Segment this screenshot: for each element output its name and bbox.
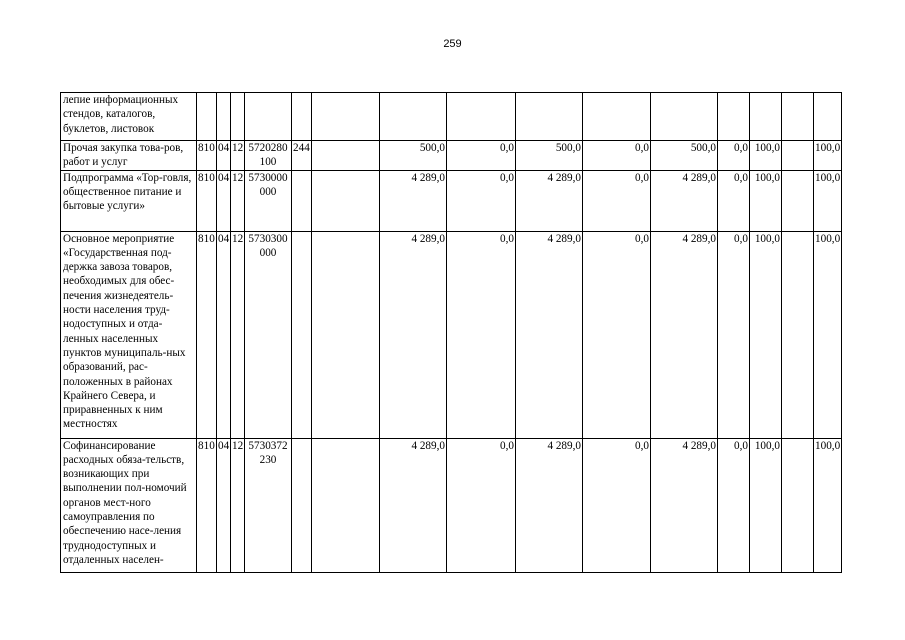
name-cell: Подпрограмма «Тор-говля, общественное питание и бытовые услуги» [61,170,197,231]
target-article-cell: 5730300 000 [245,231,292,438]
approved-value-cell: 4 289,0 [516,231,583,438]
spacer-cell [782,141,814,171]
executed-value-cell: 500,0 [651,141,718,171]
budget-table [60,92,842,573]
ministry-code-cell: 810 [197,141,217,171]
subsection-code-cell: 12 [231,170,245,231]
plan-value-cell: 4 289,0 [380,438,447,572]
executed-federal-cell: 0,0 [718,141,750,171]
table-row [61,93,842,141]
executed-federal-cell: 0,0 [718,231,750,438]
spacer-cell [312,438,380,572]
expense-type-cell: 244 [292,141,312,171]
target-article-cell: 5730000 000 [245,170,292,231]
name-cell: лепие информационных стендов, каталогов, буклетов, листовок [61,93,197,141]
ministry-code-cell: 810 [197,438,217,572]
plan-federal-cell: 0,0 [447,170,516,231]
expense-type-cell [292,438,312,572]
name-cell: Прочая закупка това-ров, работ и услуг [61,141,197,171]
page-number: 259 [443,38,462,50]
percent-plan-cell: 100,0 [750,231,782,438]
plan-federal-cell: 0,0 [447,231,516,438]
table-row [61,438,842,572]
percent-approved-cell: 100,0 [814,438,842,572]
ministry-code-cell [197,93,217,141]
spacer-cell [782,93,814,141]
subsection-code-cell [231,93,245,141]
percent-plan-cell: 100,0 [750,438,782,572]
approved-federal-cell [583,93,651,141]
section-code-cell: 04 [217,170,231,231]
section-code-cell [217,93,231,141]
approved-value-cell: 4 289,0 [516,438,583,572]
table-row [61,170,842,231]
section-code-cell: 04 [217,141,231,171]
expense-type-cell [292,93,312,141]
approved-value-cell: 4 289,0 [516,170,583,231]
target-article-cell: 5720280 100 [245,141,292,171]
spacer-cell [782,438,814,572]
spacer-cell [312,141,380,171]
executed-value-cell: 4 289,0 [651,170,718,231]
percent-approved-cell: 100,0 [814,141,842,171]
expense-type-cell [292,231,312,438]
section-code-cell: 04 [217,231,231,438]
executed-value-cell: 4 289,0 [651,231,718,438]
plan-value-cell: 4 289,0 [380,170,447,231]
subsection-code-cell: 12 [231,231,245,438]
target-article-cell: 5730372 230 [245,438,292,572]
executed-federal-cell: 0,0 [718,170,750,231]
approved-value-cell [516,93,583,141]
spacer-cell [312,93,380,141]
executed-federal-cell [718,93,750,141]
spacer-cell [312,231,380,438]
executed-value-cell [651,93,718,141]
name-cell: Софинансирование расходных обяза-тельств, возникающих при выполнении пол-номочий органов мест-ного самоуправления по обеспечению насе-ления труднодоступных и отдаленных населен- [61,438,197,572]
plan-federal-cell [447,93,516,141]
percent-plan-cell: 100,0 [750,170,782,231]
percent-plan-cell [750,93,782,141]
table-row [61,141,842,171]
plan-value-cell: 500,0 [380,141,447,171]
spacer-cell [312,170,380,231]
approved-federal-cell: 0,0 [583,141,651,171]
expense-type-cell [292,170,312,231]
percent-approved-cell: 100,0 [814,231,842,438]
table-row [61,231,842,438]
executed-value-cell: 4 289,0 [651,438,718,572]
subsection-code-cell: 12 [231,141,245,171]
plan-federal-cell: 0,0 [447,141,516,171]
ministry-code-cell: 810 [197,231,217,438]
section-code-cell: 04 [217,438,231,572]
plan-value-cell: 4 289,0 [380,231,447,438]
name-cell: Основное мероприятие «Государственная под-держка завоза товаров, необходимых для обес-печения жизнедеятель-ности населения труд-нодоступных и отда-ленных населенных пунктов муниципаль-ных образований, рас-положенных в районах Крайнего Севера, и приравненных к ним местностях [61,231,197,438]
approved-value-cell: 500,0 [516,141,583,171]
percent-approved-cell: 100,0 [814,170,842,231]
spacer-cell [782,231,814,438]
percent-approved-cell [814,93,842,141]
target-article-cell [245,93,292,141]
plan-federal-cell: 0,0 [447,438,516,572]
plan-value-cell [380,93,447,141]
approved-federal-cell: 0,0 [583,231,651,438]
subsection-code-cell: 12 [231,438,245,572]
spacer-cell [782,170,814,231]
approved-federal-cell: 0,0 [583,438,651,572]
approved-federal-cell: 0,0 [583,170,651,231]
percent-plan-cell: 100,0 [750,141,782,171]
ministry-code-cell: 810 [197,170,217,231]
executed-federal-cell: 0,0 [718,438,750,572]
